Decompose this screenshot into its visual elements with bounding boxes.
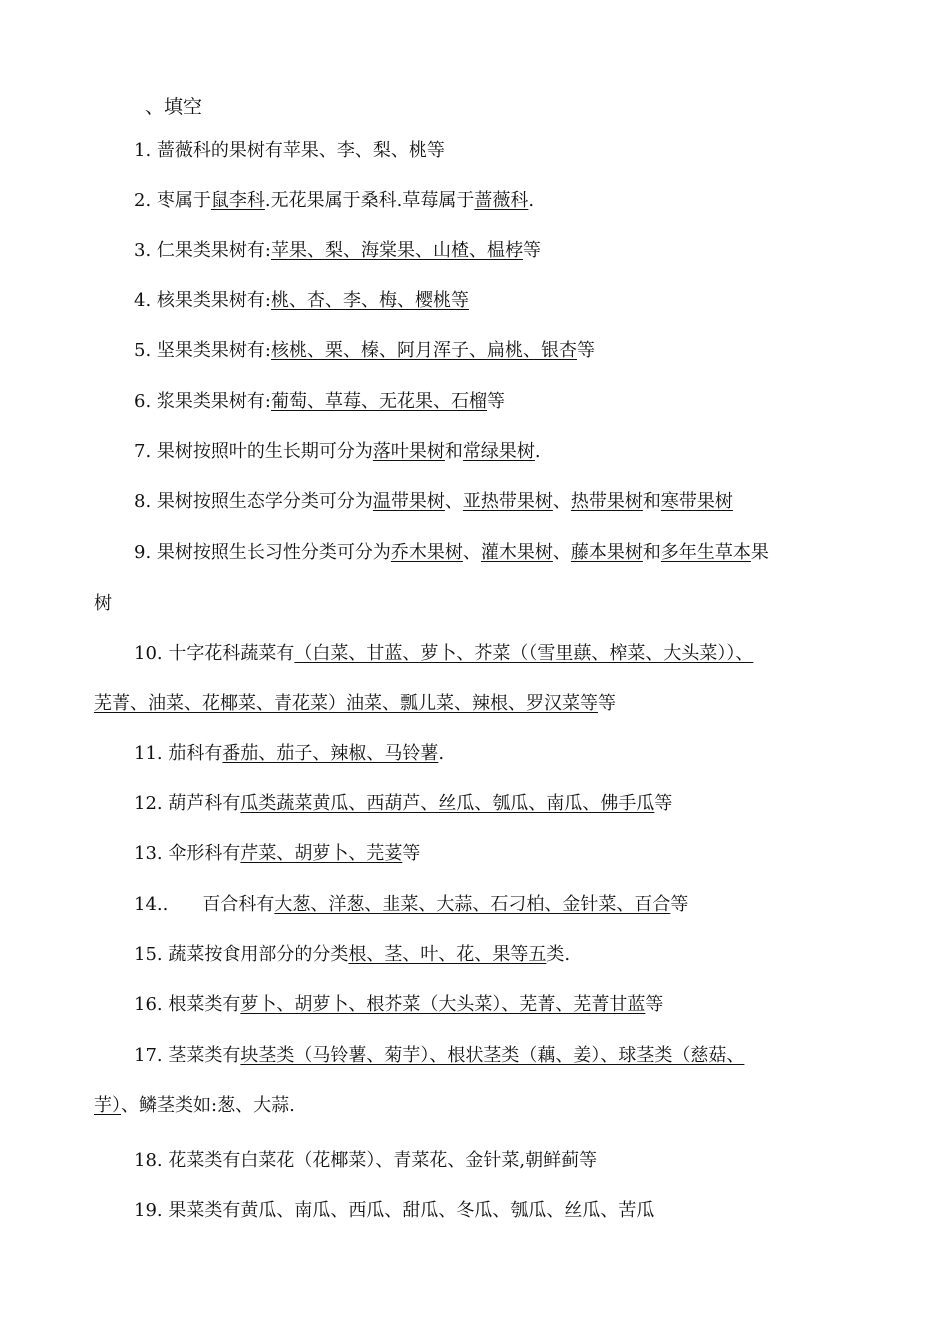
item-9: 9. 果树按照生长习性分类可分为乔木果树、灌木果树、藤本果树和多年生草本果 <box>134 542 769 563</box>
item-number: 2. <box>134 190 152 211</box>
item-13: 13. 伞形科有芹菜、胡萝卜、芫荽等 <box>134 843 421 864</box>
item-number: 7. <box>134 441 152 462</box>
answer-blank: 核桃、栗、榛、阿月浑子、扁桃、银杏 <box>271 340 577 361</box>
item-number: 13. <box>134 843 163 864</box>
item-number: 10. <box>134 643 163 664</box>
item-16: 16. 根菜类有萝卜、胡萝卜、根芥菜（大头菜）、芜菁、芜菁甘蓝等 <box>134 994 664 1015</box>
item-number: 18. <box>134 1150 163 1171</box>
item-10-continuation: 芜菁、油菜、花椰菜、青花菜）油菜、瓢儿菜、辣根、罗汉菜等等 <box>94 693 616 714</box>
item-number: 11. <box>134 743 163 764</box>
answer-blank: 乔木果树 <box>390 542 463 563</box>
answer-blank: 葡萄、草莓、无花果、石榴 <box>271 391 487 412</box>
item-6: 6. 浆果类果树有:葡萄、草莓、无花果、石榴等 <box>134 391 505 412</box>
item-number: 15. <box>134 944 163 965</box>
item-number: 1. <box>134 140 152 161</box>
answer-blank: 桃、杏、李、梅、樱桃等 <box>271 290 469 311</box>
answer-blank: 苹果、梨、海棠果、山楂、榅桲 <box>271 240 523 261</box>
item-11: 11. 茄科有番茄、茄子、辣椒、马铃薯. <box>134 743 445 764</box>
item-number: 3. <box>134 240 152 261</box>
answer-blank: 根、茎、叶、花、果等五 <box>348 944 547 965</box>
answer-blank: 鼠李科 <box>210 190 265 211</box>
item-number: 5. <box>134 340 152 361</box>
answer-blank: 寒带果树 <box>660 491 733 512</box>
item-4: 4. 核果类果树有:桃、杏、李、梅、樱桃等 <box>134 290 469 311</box>
item-number: 8. <box>134 491 152 512</box>
answer-blank: 芋） <box>94 1095 121 1116</box>
answer-blank: 常绿果树 <box>462 441 535 462</box>
item-12: 12. 葫芦科有瓜类蔬菜黄瓜、西葫芦、丝瓜、瓠瓜、南瓜、佛手瓜等 <box>134 793 673 814</box>
answer-blank: 芜菁、油菜、花椰菜、青花菜）油菜、瓢儿菜、辣根、罗汉菜等 <box>94 693 598 714</box>
answer-blank: 热带果树 <box>570 491 643 512</box>
item-number: 17. <box>134 1045 163 1066</box>
item-number: 9. <box>134 542 152 563</box>
item-7: 7. 果树按照叶的生长期可分为落叶果树和常绿果树. <box>134 441 541 462</box>
item-15: 15. 蔬菜按食用部分的分类根、茎、叶、花、果等五类. <box>134 944 571 965</box>
item-number: 4. <box>134 290 152 311</box>
answer-blank: 落叶果树 <box>372 441 445 462</box>
answer-blank: 番茄、茄子、辣椒、马铃薯 <box>222 743 439 764</box>
answer-blank: （白菜、甘蓝、萝卜、芥菜（（雪里蕻、榨菜、大头菜））、 <box>294 643 754 664</box>
item-1: 1. 蔷薇科的果树有苹果、李、梨、桃等 <box>134 140 445 161</box>
answer-blank: 芹菜、胡萝卜、芫荽 <box>240 843 403 864</box>
answer-blank: 萝卜、胡萝卜、根芥菜（大头菜）、芜菁、芜菁甘蓝 <box>240 994 646 1015</box>
item-number: 19. <box>134 1200 163 1221</box>
answer-blank: 蔷薇科 <box>474 190 529 211</box>
answer-blank: 块茎类（马铃薯、菊芋）、根状茎类（藕、姜）、球茎类（慈菇、 <box>240 1045 745 1066</box>
item-number: 16. <box>134 994 163 1015</box>
item-14: 14.. 百合科有大葱、洋葱、韭菜、大蒜、石刁柏、金针菜、百合等 <box>134 894 689 915</box>
item-17-continuation: 芋）、鳞茎类如:葱、大蒜. <box>94 1095 295 1116</box>
item-8: 8. 果树按照生态学分类可分为温带果树、亚热带果树、热带果树和寒带果树 <box>134 491 733 512</box>
item-number: 12. <box>134 793 163 814</box>
item-19: 19. 果菜类有黄瓜、南瓜、西瓜、甜瓜、冬瓜、瓠瓜、丝瓜、苦瓜 <box>134 1200 655 1221</box>
item-number: 6. <box>134 391 152 412</box>
item-number: 14.. <box>134 894 169 915</box>
item-3: 3. 仁果类果树有:苹果、梨、海棠果、山楂、榅桲等 <box>134 240 541 261</box>
item-9-continuation: 树 <box>94 593 112 614</box>
section-heading: 、填空 <box>145 96 203 118</box>
answer-blank: 藤本果树 <box>570 542 643 563</box>
item-5: 5. 坚果类果树有:核桃、栗、榛、阿月浑子、扁桃、银杏等 <box>134 340 595 361</box>
answer-blank: 亚热带果树 <box>462 491 553 512</box>
answer-blank: 瓜类蔬菜黄瓜、西葫芦、丝瓜、瓠瓜、南瓜、佛手瓜 <box>240 793 655 814</box>
answer-blank: 温带果树 <box>372 491 445 512</box>
item-18: 18. 花菜类有白菜花（花椰菜）、青菜花、金针菜,朝鲜蓟等 <box>134 1150 598 1171</box>
answer-blank: 灌木果树 <box>480 542 553 563</box>
answer-blank: 多年生草本 <box>660 542 751 563</box>
answer-blank: 大葱、洋葱、韭菜、大蒜、石刁柏、金针菜、百合 <box>274 894 671 915</box>
item-2: 2. 枣属于鼠李科.无花果属于桑科.草莓属于蔷薇科. <box>134 190 535 211</box>
item-17: 17. 茎菜类有块茎类（马铃薯、菊芋）、根状茎类（藕、姜）、球茎类（慈菇、 <box>134 1045 745 1066</box>
item-10: 10. 十字花科蔬菜有（白菜、甘蓝、萝卜、芥菜（（雪里蕻、榨菜、大头菜））、 <box>134 643 754 664</box>
